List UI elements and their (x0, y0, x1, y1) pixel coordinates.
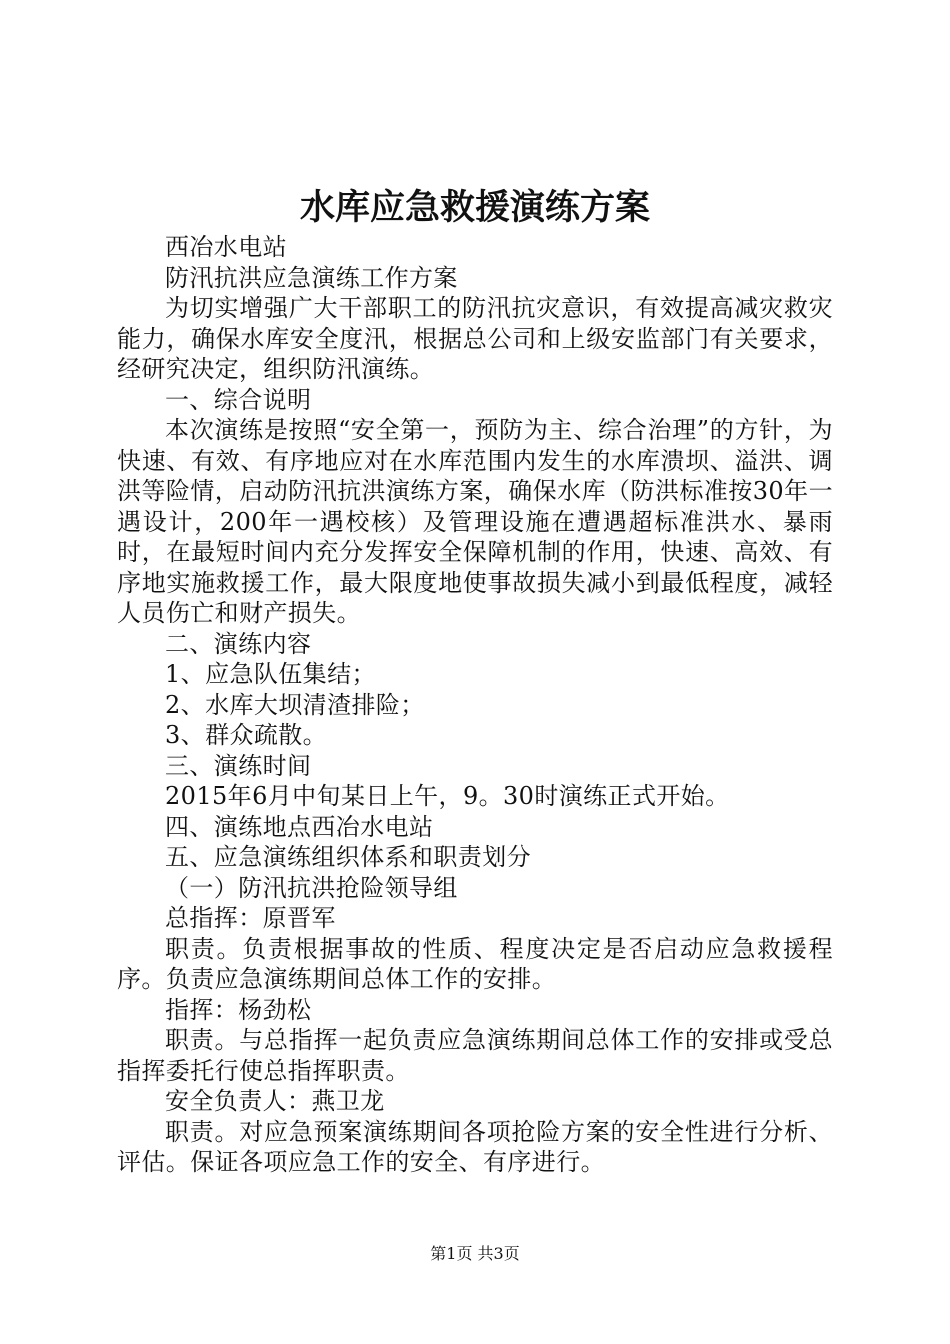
duty-safety-officer: 职责。对应急预案演练期间各项抢险方案的安全性进行分析、评估。保证各项应急工作的安全、有序进行。 (117, 1117, 833, 1176)
paragraph-time: 2015年6月中旬某日上午，9。30时演练正式开始。 (165, 782, 730, 810)
subsection-heading-leadership: （一）防汛抗洪抢险领导组 (165, 873, 458, 902)
paragraph-intro: 为切实增强广大干部职工的防汛抗灾意识，有效提高减灾救灾能力，确保水库安全度汛，根据总公司和上级安监部门有关要求，经研究决定，组织防汛演练。 (117, 294, 833, 383)
list-item: 1、应急队伍集结； (165, 660, 376, 688)
paragraph-station-name: 西冶水电站 (165, 233, 287, 261)
duty-commander-in-chief: 职责。负责根据事故的性质、程度决定是否启动应急救援程序。负责应急演练期间总体工作的安排。 (117, 934, 833, 993)
paragraph-overview: 本次演练是按照“安全第一，预防为主、综合治理”的方针，为快速、有效、有序地应对在水库范围内发生的水库溃坝、溢洪、调洪等险情，启动防汛抗洪演练方案，确保水库（防洪标准按30年一遇设计，200年一遇校核）及管理设施在遭遇超标准洪水、暴雨时，在最短时间内充分发挥安全保障机制的作用，快速、高效、有序地实施救援工作，最大限度地使事故损失减小到最低程度，减轻人员伤亡和财产损失。 (117, 416, 833, 627)
section-heading-content: 二、演练内容 (165, 629, 312, 658)
document-body (117, 232, 833, 1178)
list-item: 3、群众疏散。 (165, 721, 328, 749)
role-commander: 指挥：杨劲松 (165, 995, 312, 1024)
section-heading-overview: 一、综合说明 (165, 385, 312, 414)
paragraph-plan-name: 防汛抗洪应急演练工作方案 (165, 263, 458, 292)
section-heading-time: 三、演练时间 (165, 751, 312, 780)
document-title: 水库应急救援演练方案 (299, 187, 650, 228)
section-heading-organization: 五、应急演练组织体系和职责划分 (165, 843, 531, 871)
list-item: 2、水库大坝清渣排险； (165, 690, 425, 719)
duty-commander: 职责。与总指挥一起负责应急演练期间总体工作的安排或受总指挥委托行使总指挥职责。 (117, 1026, 833, 1085)
role-commander-in-chief: 总指挥：原晋军 (165, 904, 336, 932)
section-heading-location: 四、演练地点西冶水电站 (165, 812, 434, 841)
role-safety-officer: 安全负责人：燕卫龙 (165, 1087, 385, 1115)
page-footer: 第1页 共3页 (430, 1244, 520, 1263)
